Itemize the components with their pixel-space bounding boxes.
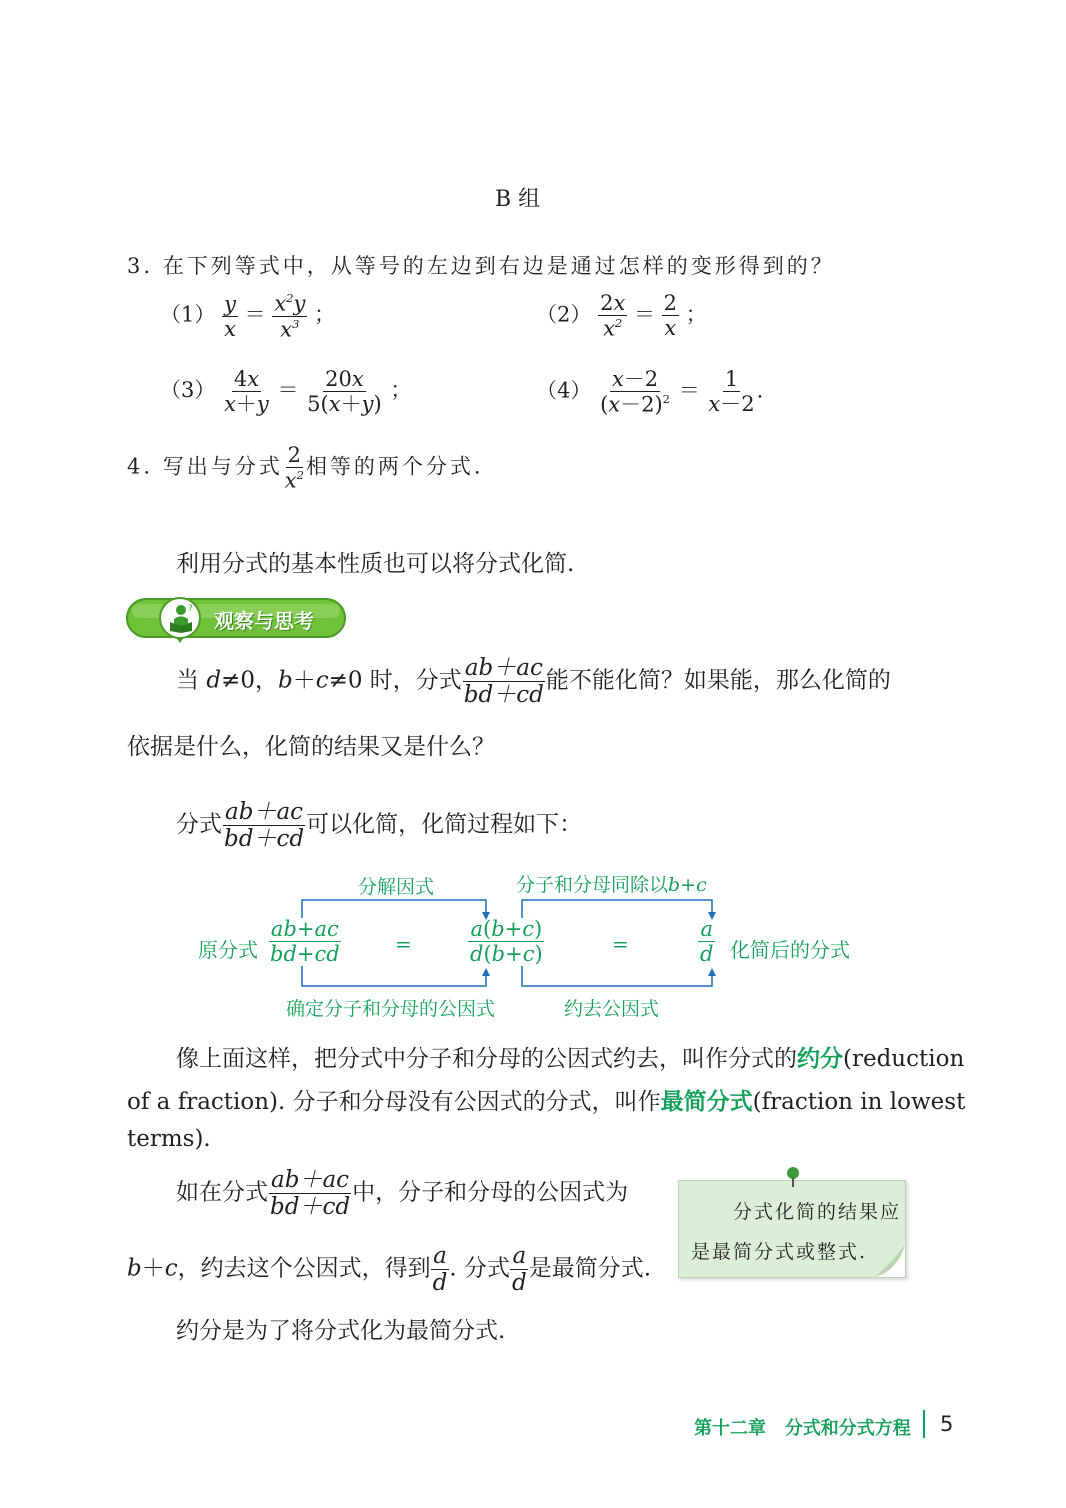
text: 分子和分母同除以 (516, 874, 669, 896)
question-text: 写出与分式 (162, 454, 283, 479)
text: 时，分式 (369, 667, 462, 694)
text: 可以化简，化简过程如下： (306, 811, 583, 838)
result-fraction: $\frac{a}{d}$ (700, 917, 714, 967)
definition-line3: terms). (127, 1126, 211, 1152)
equation-4: （4） $\frac{x-2}{(x-2)^2}$ ＝ $\frac{1}{x-2}$ . (536, 367, 764, 417)
fraction: $\frac{x-2}{(x-2)^2}$ (600, 367, 671, 417)
text: (fraction in lowest (752, 1089, 966, 1115)
text: 如在分式 (176, 1179, 268, 1206)
fraction: $\frac{2}{x^2}$ (284, 443, 304, 493)
original-fraction: $\frac{ab+ac}{bd+cd}$ (270, 917, 340, 967)
question-number: 4. (127, 454, 154, 479)
label-common-factor: 确定分子和分母的公因式 (286, 998, 496, 1020)
text: ，约去这个公因式，得到 (177, 1255, 431, 1282)
fraction: $\frac{ab+ac}{bd+cd}$ (270, 1167, 351, 1221)
fraction: $\frac{20x}{5(x+y)}$ (307, 367, 382, 417)
equation-label: （1） (160, 302, 216, 327)
label-divide (516, 870, 707, 897)
text: 当 (176, 667, 199, 694)
page-curl-icon (875, 1245, 905, 1277)
note-line1: 分式化简的结果应 (733, 1201, 902, 1223)
label-factor: 分解因式 (358, 876, 435, 898)
pushpin-icon (785, 1166, 801, 1188)
question-paragraph-line1: 当 d≠0，b＋c≠0 时，分式 $\frac{ab+ac}{bd+cd}$ 能不能化简？如果能，那么化简的 (176, 655, 891, 709)
text: 是最简分式. (528, 1255, 652, 1282)
observe-banner (126, 594, 348, 644)
term-lowest-terms: 最简分式 (660, 1089, 753, 1115)
conclusion-paragraph: 约分是为了将分式化为最简分式. (176, 1318, 506, 1344)
fraction: $\frac{ab+ac}{bd+cd}$ (463, 655, 544, 709)
question-3 (127, 250, 835, 280)
equation-1: （1） $\frac{y}{x}$ ＝ $\frac{x^2y}{x^3}$ ； (160, 291, 336, 342)
text: of a fraction). 分子和分母没有公因式的分式，叫作 (127, 1089, 661, 1115)
process-intro (176, 800, 582, 851)
equals-sign: = (395, 932, 412, 956)
text: (reduction (843, 1046, 965, 1072)
fraction: $\frac{1}{x-2}$ (708, 367, 755, 417)
reader-icon (166, 602, 196, 634)
section-title: B 组 (495, 187, 541, 212)
side-note (678, 1180, 906, 1278)
example-line2: b＋c，约去这个公因式，得到 $\frac{a}{d}$ . 分式 $\frac{a}{d}$ 是最简分式. (127, 1243, 652, 1297)
text: 分式 (176, 811, 222, 838)
equation-3: （3） $\frac{4x}{x+y}$ ＝ $\frac{20x}{5(x+y)}$ ； (160, 367, 412, 417)
question-4 (127, 444, 484, 492)
chapter-number: 第十二章 (694, 1418, 766, 1439)
definition-line1 (176, 1040, 964, 1073)
definition-line2 (127, 1083, 965, 1116)
fraction: $\frac{a}{d}$ (511, 1243, 527, 1297)
text: 像上面这样，把分式中分子和分母的公因式约去，叫作分式的 (176, 1046, 797, 1072)
label-original: 原分式 (198, 938, 258, 962)
question-paragraph-line2: 依据是什么，化简的结果又是什么？ (127, 734, 495, 760)
text: . 分式 (449, 1255, 510, 1282)
label-cancel: 约去公因式 (564, 998, 660, 1020)
equation-label: （4） (536, 378, 592, 403)
simplification-diagram (190, 866, 870, 1026)
svg-text:?: ? (188, 604, 193, 614)
fraction: $\frac{a}{d}$ (432, 1243, 448, 1297)
fraction: $\frac{2x}{x^2}$ (600, 291, 626, 341)
label-result: 化简后的分式 (730, 938, 850, 962)
intro-paragraph: 利用分式的基本性质也可以将分式化简. (176, 551, 575, 577)
fraction: $\frac{ab+ac}{bd+cd}$ (224, 799, 305, 853)
fraction: $\frac{2}{x}$ (663, 291, 678, 341)
equation-2: （2） $\frac{2x}{x^2}$ ＝ $\frac{2}{x}$ ； (536, 291, 707, 341)
fraction: $\frac{4x}{x+y}$ (224, 367, 269, 417)
note-line2: 是最简分式或整式. (691, 1241, 868, 1263)
question-number: 3. (127, 254, 154, 278)
variable: b+c (668, 874, 707, 896)
equation-label: （3） (160, 378, 216, 403)
banner-label: 观察与思考 (214, 609, 314, 633)
text: 中，分子和分母的公因式为 (352, 1179, 629, 1206)
page-number: 5 (940, 1412, 954, 1436)
factored-fraction: $\frac{a(b+c)}{d(b+c)}$ (470, 917, 543, 967)
example-line1 (176, 1168, 628, 1219)
footer-chapter (694, 1414, 911, 1440)
fraction: $\frac{x^2y}{x^3}$ (274, 291, 306, 342)
chapter-title: 分式和分式方程 (784, 1418, 911, 1439)
question-text: 相等的两个分式. (305, 454, 484, 479)
equals-sign: = (612, 932, 629, 956)
question-text: 在下列等式中，从等号的左边到右边是通过怎样的变形得到的？ (162, 254, 835, 278)
term-reduction: 约分 (797, 1046, 843, 1072)
equation-label: （2） (536, 302, 592, 327)
footer-divider (923, 1410, 925, 1438)
text: 能不能化简？如果能，那么化简的 (545, 667, 891, 694)
fraction: $\frac{y}{x}$ (224, 291, 236, 341)
